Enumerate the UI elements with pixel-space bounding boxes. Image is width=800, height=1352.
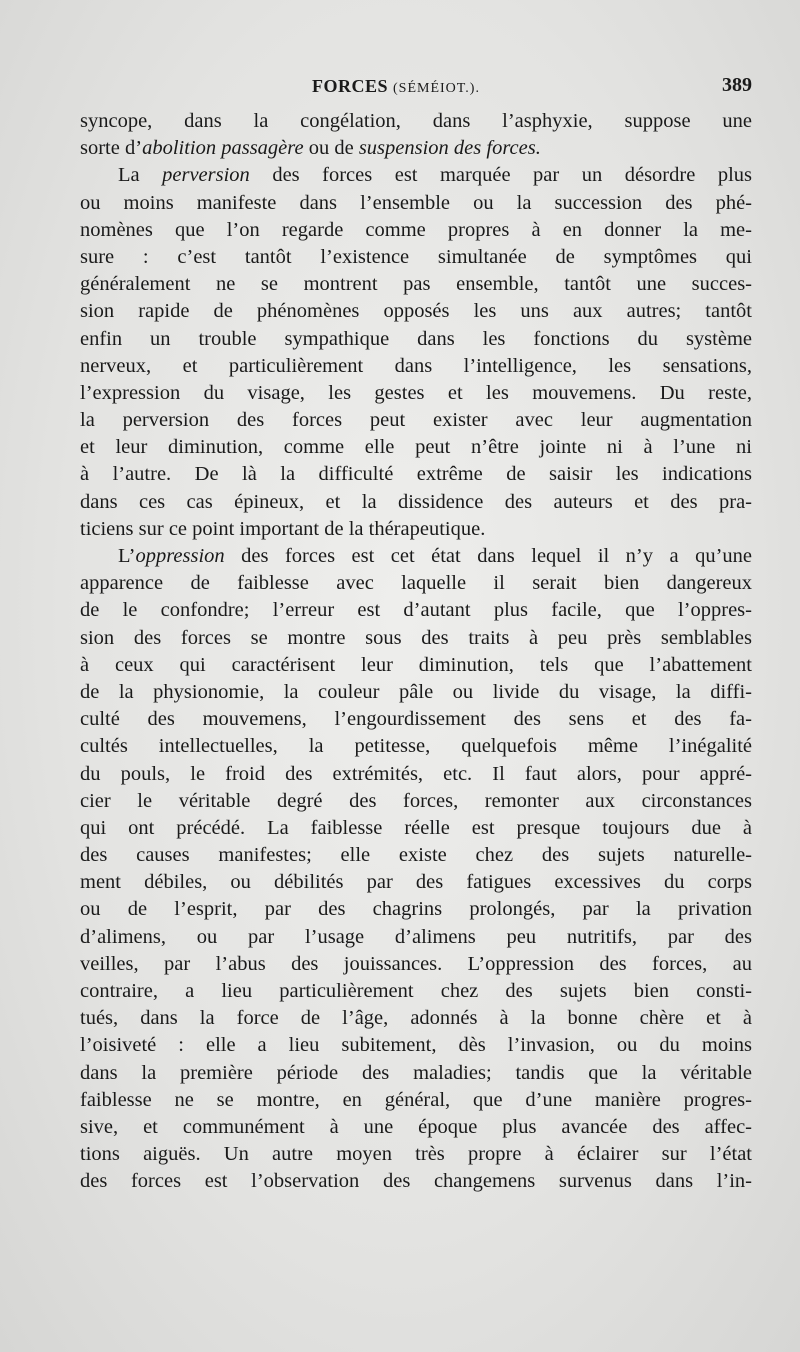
text-segment: veilles, par l’abus des jouissances. L’oppression des forces, au (80, 952, 752, 975)
text-segment: des forces est marquée par un désordre plus (249, 164, 752, 187)
text-line (80, 516, 752, 543)
text-line (80, 543, 752, 570)
text-line (80, 570, 752, 597)
text-line (80, 108, 752, 135)
text-line (80, 135, 752, 162)
text-segment: ticiens sur ce point important de la thérapeutique. (80, 517, 486, 540)
text-line (80, 1141, 752, 1168)
text-segment: dans la première période des maladies; tandis que la véritable (80, 1061, 752, 1084)
text-segment: L’ (118, 545, 136, 567)
text-segment: tions aiguës. Un autre moyen très propre à éclairer sur l’état (80, 1143, 752, 1166)
page-number: 389 (722, 74, 752, 96)
text-line (80, 1114, 752, 1141)
text-segment: dans ces cas épineux, et la dissidence des auteurs et des pra- (80, 490, 752, 513)
text-line (80, 1168, 752, 1195)
text-line (80, 353, 752, 380)
body-text (80, 108, 752, 1196)
text-segment: sion des forces se montre sous des traits à peu près semblables (80, 626, 752, 649)
text-line (80, 842, 752, 869)
text-segment: à l’autre. De là la difficulté extrême de saisir les indications (80, 463, 752, 486)
text-segment: sive, et communément à une époque plus avancée des affec- (80, 1115, 752, 1138)
text-segment: qui ont précédé. La faiblesse réelle est presque toujours due à (80, 816, 752, 839)
text-line (80, 1087, 752, 1114)
text-segment: ou de (303, 137, 359, 160)
header-subtitle: (SÉMÉIOT.). (393, 81, 480, 96)
text-segment: cier le véritable degré des forces, remonter aux circonstances (80, 789, 752, 812)
text-line (80, 244, 752, 271)
text-segment: faiblesse ne se montre, en général, que d’une manière progres- (80, 1088, 752, 1111)
text-line (80, 271, 752, 298)
text-line (80, 298, 752, 325)
text-segment: culté des mouvemens, l’engourdissement des sens et des fa- (80, 708, 752, 731)
text-segment: cultés intellectuelles, la petitesse, quelquefois même l’inégalité (80, 735, 752, 758)
text-line (80, 788, 752, 815)
text-segment: nomènes que l’on regarde comme propres à en donner la me- (80, 218, 752, 241)
text-segment: la perversion des forces peut exister avec leur augmentation (80, 409, 752, 432)
text-segment: sure : c’est tantôt l’existence simultanée de symptômes qui (80, 245, 752, 268)
text-segment: du pouls, le froid des extrémités, etc. Il faut alors, pour appré- (80, 762, 752, 785)
text-line (80, 217, 752, 244)
text-line (80, 326, 752, 353)
text-segment: La (118, 164, 163, 187)
text-segment: ment débiles, ou débilités par des fatigues excessives du corps (80, 871, 752, 894)
italic-text: suspension des forces. (358, 137, 541, 160)
text-segment: l’expression du visage, les gestes et les mouvemens. Du reste, (80, 381, 752, 404)
text-segment: sion rapide de phénomènes opposés les uns aux autres; tantôt (80, 300, 752, 323)
text-segment: des causes manifestes; elle existe chez des sujets naturelle- (80, 844, 752, 867)
text-line (80, 652, 752, 679)
text-line (80, 1005, 752, 1032)
text-segment: ou moins manifeste dans l’ensemble ou la succession des phé- (80, 191, 752, 214)
text-segment: généralement ne se montrent pas ensemble, tantôt une succes- (80, 273, 752, 296)
text-segment: contraire, a lieu particulièrement chez des sujets bien consti- (80, 980, 752, 1002)
text-segment: sorte d’ (80, 137, 143, 160)
text-segment: ou de l’esprit, par des chagrins prolongés, par la privation (80, 898, 752, 921)
text-line (80, 407, 752, 434)
text-line (80, 625, 752, 652)
text-line (80, 924, 752, 951)
text-line (80, 597, 752, 624)
text-segment: syncope, dans la congélation, dans l’asphyxie, suppose une (80, 110, 752, 132)
text-line (80, 869, 752, 896)
text-segment: et leur diminution, comme elle peut n’être jointe ni à l’une ni (80, 436, 752, 459)
running-header (80, 76, 752, 102)
text-line (80, 162, 752, 189)
text-segment: l’oisiveté : elle a lieu subitement, dès l’invasion, ou du moins (80, 1034, 752, 1057)
text-segment: tués, dans la force de l’âge, adonnés à la bonne chère et à (80, 1007, 752, 1030)
text-segment: des forces est l’observation des changemens survenus dans l’in- (80, 1170, 752, 1193)
header-title: FORCES (312, 76, 389, 96)
text-segment: apparence de faiblesse avec laquelle il serait bien dangereux (80, 572, 752, 595)
text-line (80, 1032, 752, 1059)
text-line (80, 815, 752, 842)
text-segment: enfin un trouble sympathique dans les fonctions du système (80, 327, 752, 350)
text-line (80, 978, 752, 1005)
text-line (80, 761, 752, 788)
text-line (80, 733, 752, 760)
text-segment: des forces est cet état dans lequel il n’y a qu’une (224, 545, 752, 567)
italic-text: perversion (162, 164, 250, 187)
text-line (80, 896, 752, 923)
text-line (80, 489, 752, 516)
text-line (80, 190, 752, 217)
text-line (80, 706, 752, 733)
text-segment: d’alimens, ou par l’usage d’alimens peu nutritifs, par des (80, 925, 752, 948)
text-line (80, 1060, 752, 1087)
text-line (80, 951, 752, 978)
text-line (80, 461, 752, 488)
text-line (80, 434, 752, 461)
text-segment: à ceux qui caractérisent leur diminution, tels que l’abattement (80, 653, 752, 676)
text-segment: nerveux, et particulièrement dans l’intelligence, les sensations, (80, 354, 752, 377)
italic-text: abolition passagère (142, 137, 304, 160)
text-segment: de la physionomie, la couleur pâle ou livide du visage, la diffi- (80, 680, 752, 703)
italic-text: oppression (135, 545, 225, 567)
text-line (80, 679, 752, 706)
text-line (80, 380, 752, 407)
running-title (312, 76, 480, 97)
text-segment: de le confondre; l’erreur est d’autant plus facile, que l’oppres- (80, 599, 752, 622)
